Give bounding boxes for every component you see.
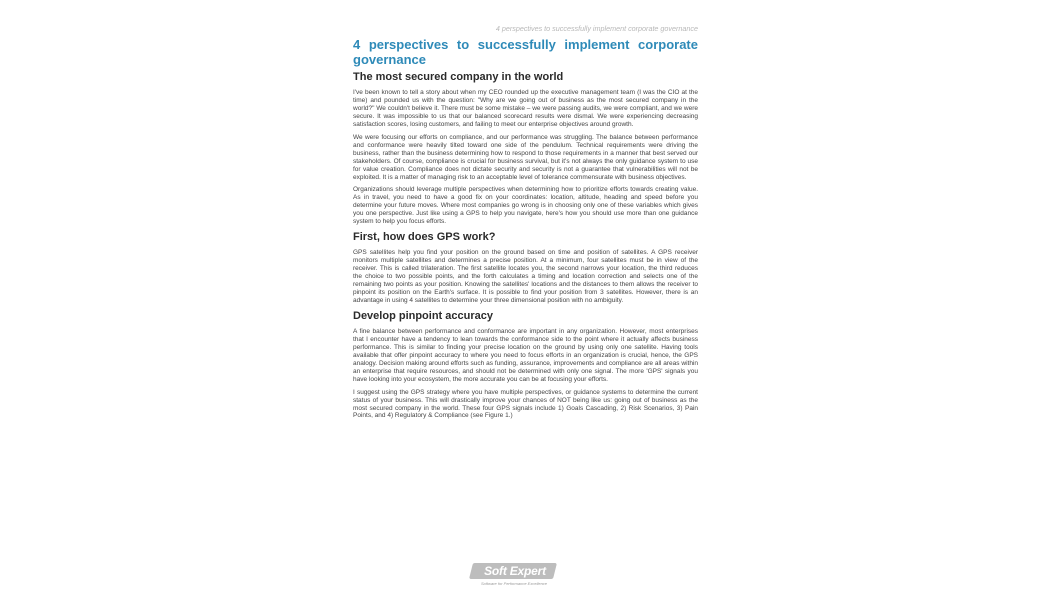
logo-tagline: Software for Performance Excellence [480,581,548,586]
section-how-gps-works [353,231,698,305]
logo-text: Soft Expert [484,564,546,578]
section-heading: First, how does GPS work? [353,231,496,244]
section-pinpoint-accuracy [353,310,698,420]
section-heading: Develop pinpoint accuracy [353,309,493,322]
document-title: 4 perspectives to successfully implement corporate governance [353,37,698,67]
section-heading: The most secured company in the world [353,71,564,83]
document-page [353,24,698,425]
paragraph: GPS satellites help you find your position on the ground based on time and position of satellites. A GPS receiver monitors multiple satellites and determines a precise position. At a minimum, four satellites must be in view of the receiver. This is called trilateration. The first satellite locates you, the second narrows your location, the third reduces the choice to two possible points, and the forth calculates a timing and location correction and selects one of the remaining two points as your position. Knowing the satellites' locations and the distances to them allows the receiver to pinpoint its position on the Earth's surface. It is possible to find your position from 3 satellites. However, there is an advantage in using 4 satellites to determine your three dimensional position with no ambiguity. [353,249,698,304]
paragraph: We were focusing our efforts on compliance, and our performance was struggling. The balance between performance and conformance were heavily tilted toward one side of the pendulum. Technical requirements were driving the business, rather than the business determining how to respond to those requirements in a manner that best served our stakeholders. Of course, compliance is crucial for business survival, but it's not always the only guidance system to use for value creation. Compliance does not dictate security and security is not a guarantee that vulnerabilities will not be exploited. It is a matter of managing risk to an acceptable level of tolerance commensurate with business objectives. [353,133,698,181]
softexpert-logo [471,560,557,590]
paragraph: A fine balance between performance and conformance are important in any organization. However, most enterprises that I encounter have a tendency to lean towards the conformance side to the point where it actually affects business performance. This is similar to finding your precise location on the ground by using only one satellite. Having tools available that offer pinpoint accuracy to where you need to focus efforts in an organization is crucial, hence, the GPS analogy. Decision making around efforts such as funding, assurance, improvements and compliance are all areas within an enterprise that require resources, and should not be determined with only one signal. The more 'GPS' signals you have looking into your ecosystem, the more accurate you can be at focusing your efforts. [353,327,698,383]
section-most-secured-company [353,71,698,226]
paragraph: I suggest using the GPS strategy where you have multiple perspectives, or guidance systems to determine the current status of your business. This will drastically improve your chances of NOT being like us: going out of business as the most secured company in the world. These four GPS signals include 1) Goals Cascading, 2) Risk Scenarios, 3) Pain Points, and 4) Regulatory & Compliance (see Figure 1.) [353,388,698,420]
running-header: 4 perspectives to successfully implement corporate governance [495,24,698,33]
paragraph: Organizations should leverage multiple perspectives when determining how to prioritize efforts towards creating value. As in travel, you need to have a good fix on your coordinates: location, altitude, heading and speed before you determine your future moves. Where most companies go wrong is in choosing only one of these variables which gives you one perspective. Just like using a GPS to help you navigate, here's how you should use more than one guidance system to help you focus efforts. [353,186,698,226]
paragraph: I've been known to tell a story about when my CEO rounded up the executive management team (I was the CIO at the time) and pounded us with the question: "Why are we going out of business as the most secured company in the world?" We couldn't believe it. There must be some mistake – we were passing audits, we were compliant, and we were secure. It was impossible to us that our balanced scorecard results were dismal. We were experiencing decreasing satisfaction scores, losing customers, and failing to meet our enterprise objectives around growth. [353,89,698,128]
